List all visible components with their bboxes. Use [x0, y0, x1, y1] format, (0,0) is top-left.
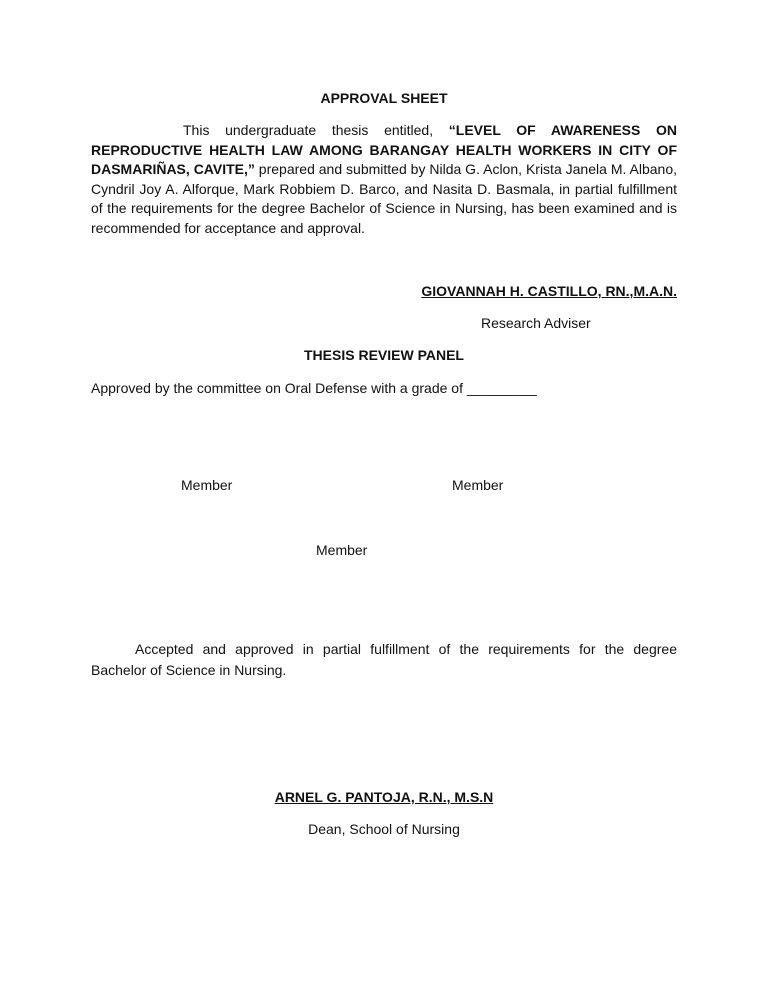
intro-lead: This undergraduate thesis entitled, [183, 122, 449, 138]
panel-title: THESIS REVIEW PANEL [304, 347, 464, 363]
panel-member-1: Member [181, 477, 233, 493]
dean-role: Dean, School of Nursing [308, 821, 460, 837]
accepted-text: Accepted and approved in partial fulfillment of the requirements for the degree Bachelor of Science in Nursing. [91, 641, 677, 678]
approved-grade-line: Approved by the committee on Oral Defense with a grade of _________ [91, 380, 537, 396]
intro-rest: prepared and submitted by Nilda G. Aclon, Krista Janela M. Albano, Cyndril Joy A. Alforque, Mark Robbiem D. Barco, and Nasita D. Basmala, in partial fulfillment of the requirements for the degree Bachelor of Science in Nursing, has been examined and is recommended for acceptance and approval. [91, 161, 677, 236]
panel-member-3: Member [316, 542, 368, 558]
panel-member-2: Member [452, 477, 504, 493]
adviser-role: Research Adviser [481, 315, 591, 331]
intro-paragraph [91, 121, 677, 238]
adviser-name: GIOVANNAH H. CASTILLO, RN.,M.A.N. [421, 283, 677, 299]
page-title: APPROVAL SHEET [320, 90, 448, 106]
accepted-paragraph [91, 639, 677, 680]
dean-name: ARNEL G. PANTOJA, R.N., M.S.N [274, 789, 494, 805]
thesis-title: “LEVEL OF AWARENESS ON REPRODUCTIVE HEALTH LAW AMONG BARANGAY HEALTH WORKERS IN CITY OF DASMARIÑAS, CAVITE,” [91, 122, 677, 177]
